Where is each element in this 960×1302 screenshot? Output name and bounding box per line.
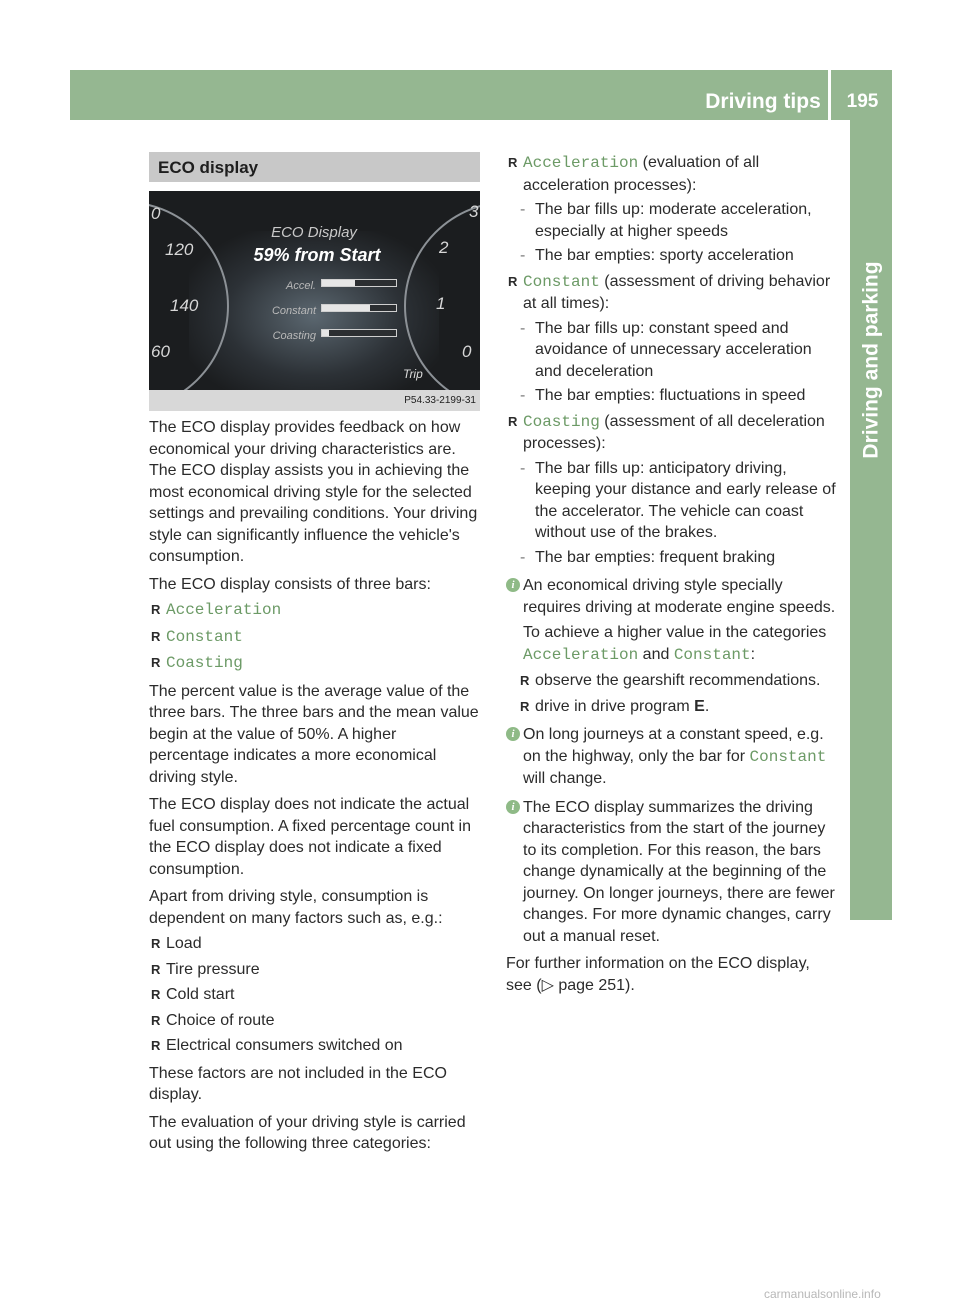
dial-number: 3: [469, 202, 479, 221]
side-tab: [852, 260, 890, 460]
paragraph: The percent value is the average value of the three bars. The three bars and the mean value begin at the value of 50%. A higher percentage indicates a more economical driving style.: [149, 682, 479, 786]
list-item: [506, 696, 836, 718]
list-item: R observe the gearshift recommendations.: [506, 670, 836, 692]
left-column: [149, 152, 480, 1155]
bar-label-accel: Accel.: [286, 280, 316, 292]
list-item: R Choice of route: [149, 1010, 480, 1032]
list-item: R Tire pressure: [149, 959, 480, 981]
category-name: Constant: [673, 645, 751, 664]
category-desc: (assessment of all deceleration processes):: [523, 412, 825, 452]
further-info[interactable]: For further information on the ECO display, see (▷ page 251).: [506, 955, 810, 994]
category-detail: - The bar fills up: moderate acceleration, especially at higher speeds: [506, 199, 836, 242]
category-name: Coasting: [523, 412, 600, 431]
bar-fill-accel: [322, 280, 355, 286]
paragraph: These factors are not included in the ECO display.: [149, 1064, 447, 1103]
list-item: R Load: [149, 933, 480, 955]
info-text: [523, 724, 836, 790]
category-name: Acceleration: [523, 154, 639, 172]
bar-fill-coasting: [322, 330, 329, 336]
category-name: Constant: [749, 747, 827, 766]
section-heading: ECO display: [149, 152, 480, 182]
site-watermark: carmanualsonline.info: [764, 1287, 881, 1301]
dial-number: 2: [439, 238, 449, 257]
info-note: [506, 724, 836, 790]
info-note: [506, 797, 836, 948]
side-tab-label: Driving and parking: [859, 261, 883, 459]
dial-number: 0: [151, 204, 161, 223]
paragraph: The evaluation of your driving style is carried out using the following three categories:: [149, 1113, 466, 1152]
info-text: An economical driving style specially requires driving at moderate engine speeds.: [523, 577, 836, 616]
list-item: [149, 626, 480, 649]
dial-number: 0: [462, 342, 472, 361]
bar-accel: [321, 279, 397, 287]
paragraph: Apart from driving style, consumption is dependent on many factors such as, e.g.:: [149, 888, 443, 927]
text: :: [750, 645, 756, 663]
text: On long journeys at a constant speed, e.g. on the highway, only the bar for: [523, 726, 824, 765]
category-name: Constant: [523, 272, 600, 291]
trip-label: Trip: [403, 367, 423, 381]
info-icon: i: [506, 727, 520, 741]
side-tab-bar: [850, 120, 892, 920]
text: .: [704, 697, 710, 715]
chapter-title: Driving tips: [705, 90, 821, 113]
text: and: [638, 645, 674, 663]
bar-coasting: [321, 329, 397, 337]
paragraph: The ECO display provides feedback on how economical your driving characteristics are. The ECO display assists you in achieving the most economical driving style for the selected settings and prevailing conditions. Your driving style can significantly influence the vehicle's consumption.: [149, 419, 478, 565]
bar-fill-constant: [322, 305, 370, 311]
bar-name: Coasting: [166, 654, 243, 672]
category-detail: - The bar empties: sporty acceleration: [506, 245, 836, 267]
category-detail: - The bar empties: frequent braking: [506, 547, 836, 569]
category-detail: - The bar empties: fluctuations in speed: [506, 385, 836, 407]
info-continuation: [506, 622, 836, 666]
display-percentage: 59% from Start: [253, 245, 381, 265]
category-detail: - The bar fills up: anticipatory driving, keeping your distance and early release of the accelerator. The vehicle can coast without use of the brakes.: [506, 458, 836, 544]
eco-display-figure: [149, 191, 480, 411]
info-icon: i: [506, 578, 520, 592]
page-number: 195: [846, 91, 879, 112]
list-item: R Electrical consumers switched on: [149, 1035, 480, 1057]
bar-constant: [321, 304, 397, 312]
category-item: [506, 271, 836, 315]
dial-number: 120: [165, 240, 194, 259]
bar-label-coasting: Coasting: [272, 330, 316, 342]
drive-program: E: [694, 697, 705, 715]
figure-code: P54.33-2199-31: [149, 390, 480, 411]
text: drive in drive program: [535, 697, 695, 715]
dial-number: 1: [436, 294, 446, 313]
paragraph: The ECO display consists of three bars:: [149, 575, 431, 593]
info-icon: i: [506, 800, 520, 814]
category-desc: (evaluation of all acceleration processes):: [523, 154, 760, 194]
display-title: ECO Display: [271, 224, 357, 241]
category-item: [506, 411, 836, 455]
list-item: R Cold start: [149, 984, 480, 1006]
right-column: [506, 152, 836, 996]
header-separator: [828, 70, 831, 120]
category-item: [506, 152, 836, 196]
list-item: [149, 599, 480, 622]
info-text: The ECO display summarizes the driving characteristics from the start of the journey to its completion. For this reason, the bars change dynamically at the beginning of the journey. On longer journeys, there are fewer changes. For more dynamic changes, carry out a manual reset.: [523, 798, 835, 945]
text: will change.: [523, 770, 607, 787]
category-desc: (assessment of driving behavior at all times):: [523, 272, 831, 312]
dial-number: 60: [151, 342, 170, 361]
dial-number: 140: [170, 296, 199, 315]
category-detail: - The bar fills up: constant speed and avoidance of unnecessary acceleration and deceleration: [506, 318, 836, 383]
paragraph: The ECO display does not indicate the actual fuel consumption. A fixed percentage count in the ECO display does not indicate a fixed consumption.: [149, 796, 471, 878]
category-name: Acceleration: [523, 645, 639, 664]
bar-label-constant: Constant: [271, 305, 316, 317]
bar-name: Constant: [166, 627, 243, 646]
info-note: [506, 575, 836, 618]
text: To achieve a higher value in the categories: [523, 624, 827, 641]
bar-name: Acceleration: [166, 601, 282, 619]
list-item: [149, 652, 480, 675]
